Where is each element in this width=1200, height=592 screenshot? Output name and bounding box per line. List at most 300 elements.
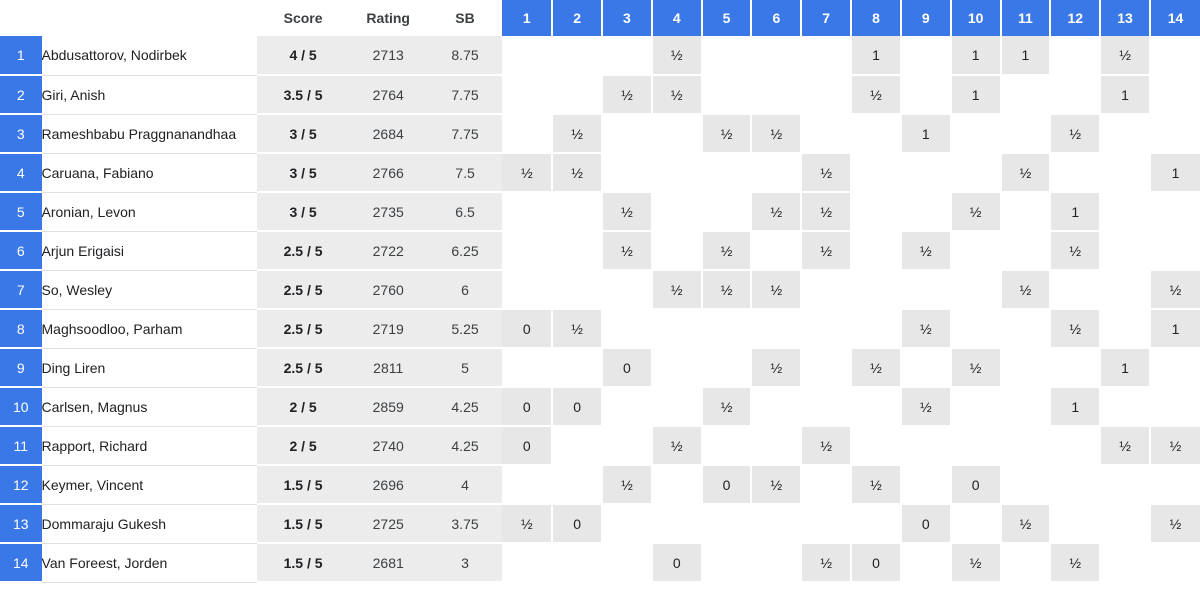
result-cell[interactable]	[1001, 426, 1051, 465]
result-cell[interactable]	[1050, 348, 1100, 387]
player-score: 4 / 5	[257, 36, 348, 75]
result-cell[interactable]	[652, 387, 702, 426]
result-cell[interactable]	[1150, 543, 1200, 582]
result-cell[interactable]	[1150, 75, 1200, 114]
result-cell[interactable]	[602, 387, 652, 426]
result-cell[interactable]	[851, 426, 901, 465]
player-sb: 4	[428, 465, 503, 504]
result-cell[interactable]: ½	[1150, 426, 1200, 465]
result-cell[interactable]: ½	[1001, 153, 1051, 192]
result-cell[interactable]	[851, 270, 901, 309]
result-cell[interactable]	[1100, 231, 1150, 270]
player-name[interactable]: Van Foreest, Jorden	[42, 543, 258, 582]
header-score[interactable]: Score	[257, 0, 348, 36]
player-rating: 2764	[349, 75, 428, 114]
result-cell[interactable]: 0	[502, 426, 552, 465]
result-cell[interactable]: 0	[901, 504, 951, 543]
result-cell[interactable]	[951, 309, 1001, 348]
result-cell[interactable]	[602, 543, 652, 582]
result-cell[interactable]: 1	[1001, 36, 1051, 75]
player-rating: 2766	[349, 153, 428, 192]
table-row	[0, 153, 1200, 192]
header-round-1[interactable]: 1	[502, 0, 552, 36]
result-cell[interactable]: ½	[602, 231, 652, 270]
result-cell[interactable]: ½	[1100, 36, 1150, 75]
result-cell[interactable]	[552, 426, 602, 465]
player-name[interactable]: Carlsen, Magnus	[42, 387, 258, 426]
result-cell[interactable]	[1100, 270, 1150, 309]
result-cell[interactable]: ½	[801, 192, 851, 231]
player-name[interactable]: Abdusattorov, Nodirbek	[42, 36, 258, 75]
result-cell[interactable]	[1001, 309, 1051, 348]
player-rating: 2719	[349, 309, 428, 348]
header-sb[interactable]: SB	[428, 0, 503, 36]
result-cell[interactable]	[801, 387, 851, 426]
result-cell[interactable]	[801, 36, 851, 75]
player-name[interactable]: Giri, Anish	[42, 75, 258, 114]
player-sb: 7.75	[428, 75, 503, 114]
player-score: 1.5 / 5	[257, 465, 348, 504]
table-row	[0, 231, 1200, 270]
result-cell[interactable]	[652, 153, 702, 192]
result-cell[interactable]	[751, 309, 801, 348]
result-cell[interactable]: ½	[751, 270, 801, 309]
result-cell[interactable]: ½	[1050, 114, 1100, 153]
result-cell[interactable]: 0	[502, 309, 552, 348]
result-cell[interactable]	[851, 114, 901, 153]
result-cell[interactable]	[1001, 231, 1051, 270]
result-cell[interactable]: ½	[851, 465, 901, 504]
header-rating[interactable]: Rating	[349, 0, 428, 36]
result-cell[interactable]: ½	[751, 348, 801, 387]
result-cell[interactable]	[851, 153, 901, 192]
result-cell[interactable]: 1	[1100, 75, 1150, 114]
table-body	[0, 36, 1200, 582]
result-cell[interactable]	[602, 426, 652, 465]
result-cell[interactable]	[602, 504, 652, 543]
result-cell[interactable]	[901, 465, 951, 504]
result-cell[interactable]: ½	[1150, 504, 1200, 543]
result-cell[interactable]: ½	[801, 153, 851, 192]
result-cell[interactable]	[1050, 426, 1100, 465]
table-row	[0, 387, 1200, 426]
table-header	[0, 0, 1200, 36]
result-cell[interactable]: ½	[552, 309, 602, 348]
player-rating: 2760	[349, 270, 428, 309]
player-sb: 3.75	[428, 504, 503, 543]
result-cell[interactable]	[1100, 192, 1150, 231]
result-cell[interactable]: 1	[1150, 153, 1200, 192]
player-name[interactable]: Maghsoodloo, Parham	[42, 309, 258, 348]
result-cell[interactable]	[801, 348, 851, 387]
result-cell[interactable]	[502, 114, 552, 153]
player-name[interactable]: Aronian, Levon	[42, 192, 258, 231]
result-cell[interactable]	[602, 114, 652, 153]
row-rank: 6	[0, 231, 42, 270]
result-cell[interactable]	[702, 36, 752, 75]
result-cell[interactable]: ½	[502, 504, 552, 543]
result-cell[interactable]	[1150, 465, 1200, 504]
player-score: 2.5 / 5	[257, 348, 348, 387]
result-cell[interactable]	[1150, 192, 1200, 231]
player-score: 2.5 / 5	[257, 309, 348, 348]
result-cell[interactable]: 0	[951, 465, 1001, 504]
result-cell[interactable]: ½	[851, 348, 901, 387]
row-rank: 14	[0, 543, 42, 582]
result-cell[interactable]: ½	[801, 426, 851, 465]
result-cell[interactable]	[851, 504, 901, 543]
result-cell[interactable]: ½	[702, 231, 752, 270]
player-rating: 2696	[349, 465, 428, 504]
result-cell[interactable]: ½	[652, 270, 702, 309]
result-cell[interactable]: ½	[652, 75, 702, 114]
result-cell[interactable]	[851, 309, 901, 348]
player-name[interactable]: So, Wesley	[42, 270, 258, 309]
result-cell[interactable]: 0	[652, 543, 702, 582]
row-rank: 7	[0, 270, 42, 309]
result-cell[interactable]	[702, 504, 752, 543]
result-cell[interactable]: ½	[602, 192, 652, 231]
result-cell[interactable]: ½	[552, 153, 602, 192]
result-cell[interactable]	[652, 231, 702, 270]
table-row	[0, 75, 1200, 114]
player-rating: 2681	[349, 543, 428, 582]
result-cell[interactable]	[1050, 75, 1100, 114]
header-round-14[interactable]: 14	[1150, 0, 1200, 36]
result-cell[interactable]	[901, 348, 951, 387]
result-cell[interactable]	[1001, 114, 1051, 153]
result-cell[interactable]	[801, 270, 851, 309]
header-rank	[0, 0, 42, 36]
player-sb: 8.75	[428, 36, 503, 75]
result-cell[interactable]	[1150, 348, 1200, 387]
row-rank: 3	[0, 114, 42, 153]
result-cell[interactable]	[502, 36, 552, 75]
result-cell[interactable]	[901, 543, 951, 582]
player-score: 1.5 / 5	[257, 504, 348, 543]
player-name[interactable]: Ding Liren	[42, 348, 258, 387]
row-rank: 4	[0, 153, 42, 192]
result-cell[interactable]	[951, 504, 1001, 543]
result-cell[interactable]	[901, 192, 951, 231]
result-cell[interactable]	[1050, 504, 1100, 543]
result-cell[interactable]	[552, 270, 602, 309]
result-cell[interactable]: ½	[1001, 504, 1051, 543]
row-rank: 2	[0, 75, 42, 114]
result-cell[interactable]: 0	[552, 504, 602, 543]
table-row	[0, 543, 1200, 582]
result-cell[interactable]	[1001, 465, 1051, 504]
result-cell[interactable]	[552, 75, 602, 114]
result-cell[interactable]: 1	[901, 114, 951, 153]
result-cell[interactable]: ½	[702, 114, 752, 153]
result-cell[interactable]	[801, 465, 851, 504]
result-cell[interactable]: 0	[602, 348, 652, 387]
row-rank: 10	[0, 387, 42, 426]
table-row	[0, 465, 1200, 504]
header-name	[42, 0, 258, 36]
header-round-13[interactable]: 13	[1100, 0, 1150, 36]
result-cell[interactable]	[502, 270, 552, 309]
result-cell[interactable]	[502, 465, 552, 504]
result-cell[interactable]: 1	[1050, 387, 1100, 426]
result-cell[interactable]	[1001, 543, 1051, 582]
result-cell[interactable]	[1050, 465, 1100, 504]
header-round-10[interactable]: 10	[951, 0, 1001, 36]
result-cell[interactable]	[702, 75, 752, 114]
result-cell[interactable]	[951, 270, 1001, 309]
result-cell[interactable]	[1001, 75, 1051, 114]
player-sb: 6	[428, 270, 503, 309]
result-cell[interactable]: 0	[851, 543, 901, 582]
result-cell[interactable]: ½	[851, 75, 901, 114]
result-cell[interactable]: ½	[901, 387, 951, 426]
result-cell[interactable]	[702, 192, 752, 231]
player-sb: 5	[428, 348, 503, 387]
result-cell[interactable]	[1050, 36, 1100, 75]
result-cell[interactable]: ½	[751, 114, 801, 153]
result-cell[interactable]	[1150, 231, 1200, 270]
table-row	[0, 270, 1200, 309]
header-round-2[interactable]: 2	[552, 0, 602, 36]
result-cell[interactable]	[602, 309, 652, 348]
row-rank: 13	[0, 504, 42, 543]
result-cell[interactable]	[702, 309, 752, 348]
result-cell[interactable]: ½	[1050, 309, 1100, 348]
player-score: 2 / 5	[257, 426, 348, 465]
player-score: 1.5 / 5	[257, 543, 348, 582]
player-score: 3 / 5	[257, 114, 348, 153]
result-cell[interactable]	[951, 426, 1001, 465]
result-cell[interactable]: ½	[801, 543, 851, 582]
result-cell[interactable]: 1	[951, 75, 1001, 114]
result-cell[interactable]	[1050, 153, 1100, 192]
result-cell[interactable]: ½	[502, 153, 552, 192]
result-cell[interactable]: ½	[951, 192, 1001, 231]
table-row	[0, 192, 1200, 231]
result-cell[interactable]	[702, 348, 752, 387]
result-cell[interactable]	[851, 192, 901, 231]
player-name[interactable]: Rapport, Richard	[42, 426, 258, 465]
result-cell[interactable]	[901, 75, 951, 114]
result-cell[interactable]	[652, 465, 702, 504]
header-round-6[interactable]: 6	[751, 0, 801, 36]
result-cell[interactable]: ½	[951, 348, 1001, 387]
result-cell[interactable]: ½	[552, 114, 602, 153]
header-round-7[interactable]: 7	[801, 0, 851, 36]
header-round-5[interactable]: 5	[702, 0, 752, 36]
result-cell[interactable]	[702, 543, 752, 582]
result-cell[interactable]	[552, 36, 602, 75]
result-cell[interactable]	[1001, 348, 1051, 387]
result-cell[interactable]	[751, 387, 801, 426]
result-cell[interactable]	[951, 153, 1001, 192]
result-cell[interactable]	[751, 75, 801, 114]
result-cell[interactable]	[901, 270, 951, 309]
result-cell[interactable]	[502, 231, 552, 270]
player-sb: 6.5	[428, 192, 503, 231]
result-cell[interactable]	[751, 504, 801, 543]
result-cell[interactable]	[502, 348, 552, 387]
player-sb: 4.25	[428, 387, 503, 426]
result-cell[interactable]: ½	[1050, 543, 1100, 582]
result-cell[interactable]	[1100, 387, 1150, 426]
player-sb: 5.25	[428, 309, 503, 348]
result-cell[interactable]	[1001, 192, 1051, 231]
header-round-11[interactable]: 11	[1001, 0, 1051, 36]
result-cell[interactable]	[801, 504, 851, 543]
player-rating: 2725	[349, 504, 428, 543]
player-score: 2.5 / 5	[257, 270, 348, 309]
result-cell[interactable]: ½	[702, 387, 752, 426]
result-cell[interactable]	[901, 36, 951, 75]
player-score: 3 / 5	[257, 192, 348, 231]
result-cell[interactable]	[751, 231, 801, 270]
result-cell[interactable]	[1100, 309, 1150, 348]
player-sb: 6.25	[428, 231, 503, 270]
header-round-12[interactable]: 12	[1050, 0, 1100, 36]
result-cell[interactable]: ½	[1050, 231, 1100, 270]
table-row	[0, 309, 1200, 348]
result-cell[interactable]	[652, 192, 702, 231]
result-cell[interactable]	[552, 465, 602, 504]
result-cell[interactable]	[652, 348, 702, 387]
result-cell[interactable]: 1	[1050, 192, 1100, 231]
player-name[interactable]: Dommaraju Gukesh	[42, 504, 258, 543]
table-row	[0, 504, 1200, 543]
result-cell[interactable]	[652, 504, 702, 543]
result-cell[interactable]: ½	[751, 465, 801, 504]
result-cell[interactable]: 1	[1100, 348, 1150, 387]
result-cell[interactable]	[552, 231, 602, 270]
result-cell[interactable]	[1150, 387, 1200, 426]
result-cell[interactable]: ½	[951, 543, 1001, 582]
table-row	[0, 348, 1200, 387]
result-cell[interactable]	[901, 426, 951, 465]
row-rank: 11	[0, 426, 42, 465]
player-sb: 3	[428, 543, 503, 582]
header-round-9[interactable]: 9	[901, 0, 951, 36]
header-row	[0, 0, 1200, 36]
result-cell[interactable]	[502, 543, 552, 582]
result-cell[interactable]	[851, 231, 901, 270]
result-cell[interactable]	[602, 36, 652, 75]
player-name[interactable]: Rameshbabu Praggnanandhaa	[42, 114, 258, 153]
result-cell[interactable]: ½	[901, 309, 951, 348]
row-rank: 5	[0, 192, 42, 231]
result-cell[interactable]: ½	[751, 192, 801, 231]
result-cell[interactable]	[652, 114, 702, 153]
table-row	[0, 36, 1200, 75]
result-cell[interactable]: ½	[602, 75, 652, 114]
result-cell[interactable]	[502, 192, 552, 231]
result-cell[interactable]	[1150, 36, 1200, 75]
result-cell[interactable]	[602, 153, 652, 192]
result-cell[interactable]	[901, 153, 951, 192]
table-row	[0, 426, 1200, 465]
player-score: 2 / 5	[257, 387, 348, 426]
result-cell[interactable]	[552, 543, 602, 582]
row-rank: 1	[0, 36, 42, 75]
row-rank: 8	[0, 309, 42, 348]
result-cell[interactable]: ½	[901, 231, 951, 270]
player-rating: 2735	[349, 192, 428, 231]
result-cell[interactable]	[1150, 114, 1200, 153]
result-cell[interactable]	[502, 75, 552, 114]
result-cell[interactable]	[801, 114, 851, 153]
result-cell[interactable]	[702, 153, 752, 192]
result-cell[interactable]	[751, 36, 801, 75]
result-cell[interactable]	[951, 231, 1001, 270]
header-round-3[interactable]: 3	[602, 0, 652, 36]
result-cell[interactable]: ½	[652, 36, 702, 75]
player-rating: 2740	[349, 426, 428, 465]
result-cell[interactable]: ½	[652, 426, 702, 465]
result-cell[interactable]	[1001, 387, 1051, 426]
result-cell[interactable]: ½	[1100, 426, 1150, 465]
player-name[interactable]: Arjun Erigaisi	[42, 231, 258, 270]
result-cell[interactable]: ½	[801, 231, 851, 270]
player-rating: 2811	[349, 348, 428, 387]
result-cell[interactable]: ½	[702, 270, 752, 309]
header-round-4[interactable]: 4	[652, 0, 702, 36]
result-cell[interactable]	[851, 387, 901, 426]
result-cell[interactable]: 1	[851, 36, 901, 75]
result-cell[interactable]	[702, 426, 752, 465]
header-round-8[interactable]: 8	[851, 0, 901, 36]
result-cell[interactable]	[801, 309, 851, 348]
player-score: 2.5 / 5	[257, 231, 348, 270]
result-cell[interactable]: 0	[502, 387, 552, 426]
player-rating: 2713	[349, 36, 428, 75]
result-cell[interactable]: ½	[602, 465, 652, 504]
table-row	[0, 114, 1200, 153]
result-cell[interactable]	[1100, 543, 1150, 582]
result-cell[interactable]: ½	[1150, 270, 1200, 309]
player-rating: 2722	[349, 231, 428, 270]
row-rank: 9	[0, 348, 42, 387]
player-rating: 2859	[349, 387, 428, 426]
result-cell[interactable]	[951, 387, 1001, 426]
result-cell[interactable]	[751, 426, 801, 465]
result-cell[interactable]	[1050, 270, 1100, 309]
result-cell[interactable]: 1	[1150, 309, 1200, 348]
result-cell[interactable]: 0	[702, 465, 752, 504]
result-cell[interactable]	[951, 114, 1001, 153]
result-cell[interactable]	[652, 309, 702, 348]
result-cell[interactable]	[751, 153, 801, 192]
player-rating: 2684	[349, 114, 428, 153]
result-cell[interactable]	[552, 192, 602, 231]
result-cell[interactable]	[1100, 153, 1150, 192]
result-cell[interactable]	[1100, 114, 1150, 153]
player-sb: 4.25	[428, 426, 503, 465]
result-cell[interactable]: ½	[1001, 270, 1051, 309]
result-cell[interactable]: 1	[951, 36, 1001, 75]
player-name[interactable]: Keymer, Vincent	[42, 465, 258, 504]
result-cell[interactable]	[552, 348, 602, 387]
player-name[interactable]: Caruana, Fabiano	[42, 153, 258, 192]
result-cell[interactable]	[1100, 465, 1150, 504]
player-score: 3 / 5	[257, 153, 348, 192]
result-cell[interactable]	[1100, 504, 1150, 543]
result-cell[interactable]: 0	[552, 387, 602, 426]
result-cell[interactable]	[751, 543, 801, 582]
result-cell[interactable]	[801, 75, 851, 114]
result-cell[interactable]	[602, 270, 652, 309]
player-score: 3.5 / 5	[257, 75, 348, 114]
player-sb: 7.75	[428, 114, 503, 153]
